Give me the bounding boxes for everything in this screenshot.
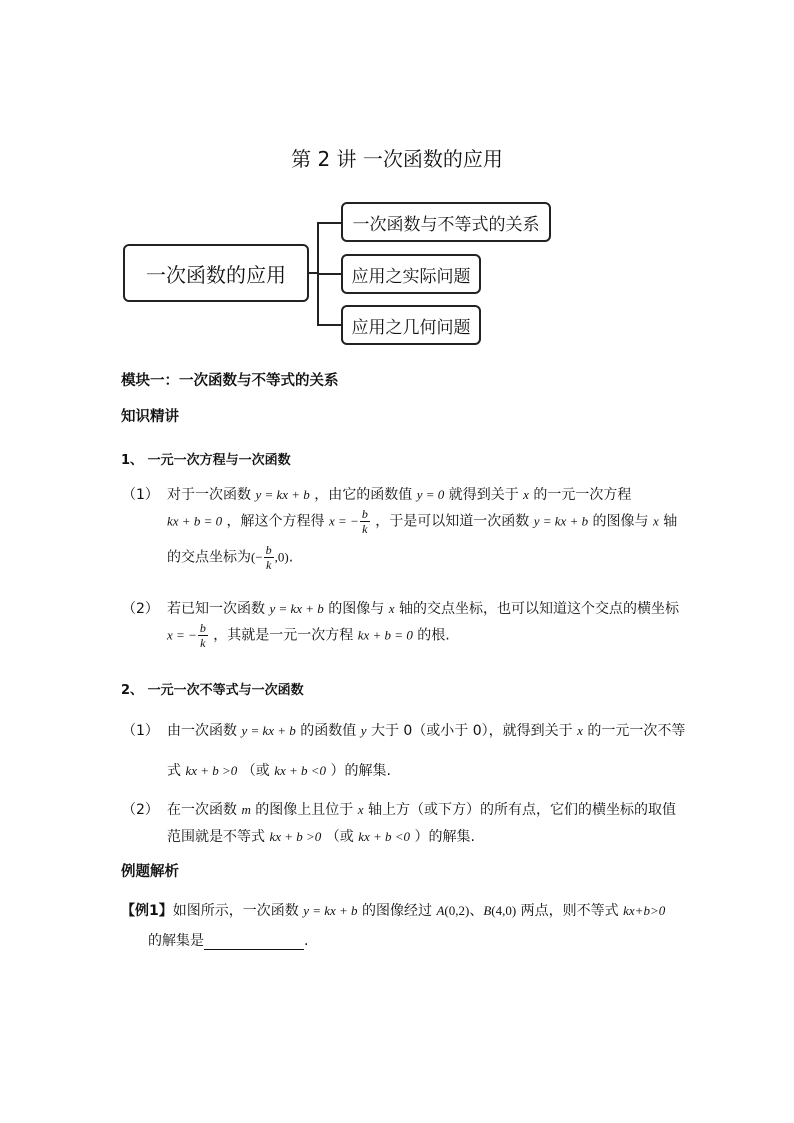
- connector: [317, 273, 341, 275]
- module-heading: 模块一：一次函数与不等式的关系: [121, 373, 339, 389]
- connector: [317, 324, 341, 326]
- example-line: 的解集是 .: [148, 933, 309, 949]
- map-branch: 应用之实际问题: [341, 254, 481, 294]
- section-heading: 例题解析: [121, 864, 179, 880]
- paragraph-line: kx + b = 0 ，解这个方程得 x = − $\frac{b}{k}$ ，于是可以知道一次函数 y = kx + b 的图像与 x 轴: [167, 507, 678, 536]
- item-number: （2）: [122, 601, 159, 617]
- fraction: $\frac{b}{k}$: [361, 507, 368, 536]
- subsection-heading: 1、 一元一次方程与一次函数: [121, 453, 291, 468]
- paragraph-line: 若已知一次函数 y = kx + b 的图像与 x 轴的交点坐标，也可以知道这个交点的横坐标: [167, 601, 679, 617]
- fraction: $\frac{b}{k}$: [265, 543, 272, 572]
- paragraph-line: 式 kx + b >0 （或 kx + b <0 ）的解集.: [167, 763, 391, 779]
- paragraph-line: 范围就是不等式 kx + b >0 （或 kx + b <0 ）的解集.: [167, 829, 475, 845]
- connector: [317, 222, 341, 224]
- item-number: （2）: [122, 802, 159, 818]
- map-branch: 一次函数与不等式的关系: [341, 202, 551, 242]
- example-line: 【例1】如图所示，一次函数 y = kx + b 的图像经过 A(0,2)、B(4,0) 两点，则不等式 kx+b>0: [121, 903, 666, 919]
- answer-blank[interactable]: [204, 935, 304, 950]
- subsection-heading: 2、 一元一次不等式与一次函数: [121, 683, 304, 698]
- item-number: （1）: [122, 723, 159, 739]
- fraction: $\frac{b}{k}$: [199, 621, 206, 650]
- paragraph-line: 对于一次函数 y = kx + b ，由它的函数值 y = 0 就得到关于 x 的一元一次方程: [167, 487, 632, 503]
- item-number: （1）: [122, 487, 159, 503]
- paragraph-line: 的交点坐标为(− $\frac{b}{k}$ ,0).: [167, 543, 294, 572]
- paragraph-line: 由一次函数 y = kx + b 的函数值 y 大于 0（或小于 0），就得到关于 x 的一元一次不等: [167, 723, 686, 739]
- section-heading: 知识精讲: [121, 409, 179, 425]
- paragraph-line: x = − $\frac{b}{k}$ ，其就是一元一次方程 kx + b = 0 的根.: [167, 621, 450, 650]
- map-root: 一次函数的应用: [123, 244, 309, 302]
- page-title: 第 2 讲 一次函数的应用: [291, 147, 503, 171]
- paragraph-line: 在一次函数 m 的图像上且位于 x 轴上方（或下方）的所有点，它们的横坐标的取值: [167, 802, 676, 818]
- example-label: 【例1】: [121, 903, 173, 919]
- map-branch: 应用之几何问题: [341, 305, 481, 345]
